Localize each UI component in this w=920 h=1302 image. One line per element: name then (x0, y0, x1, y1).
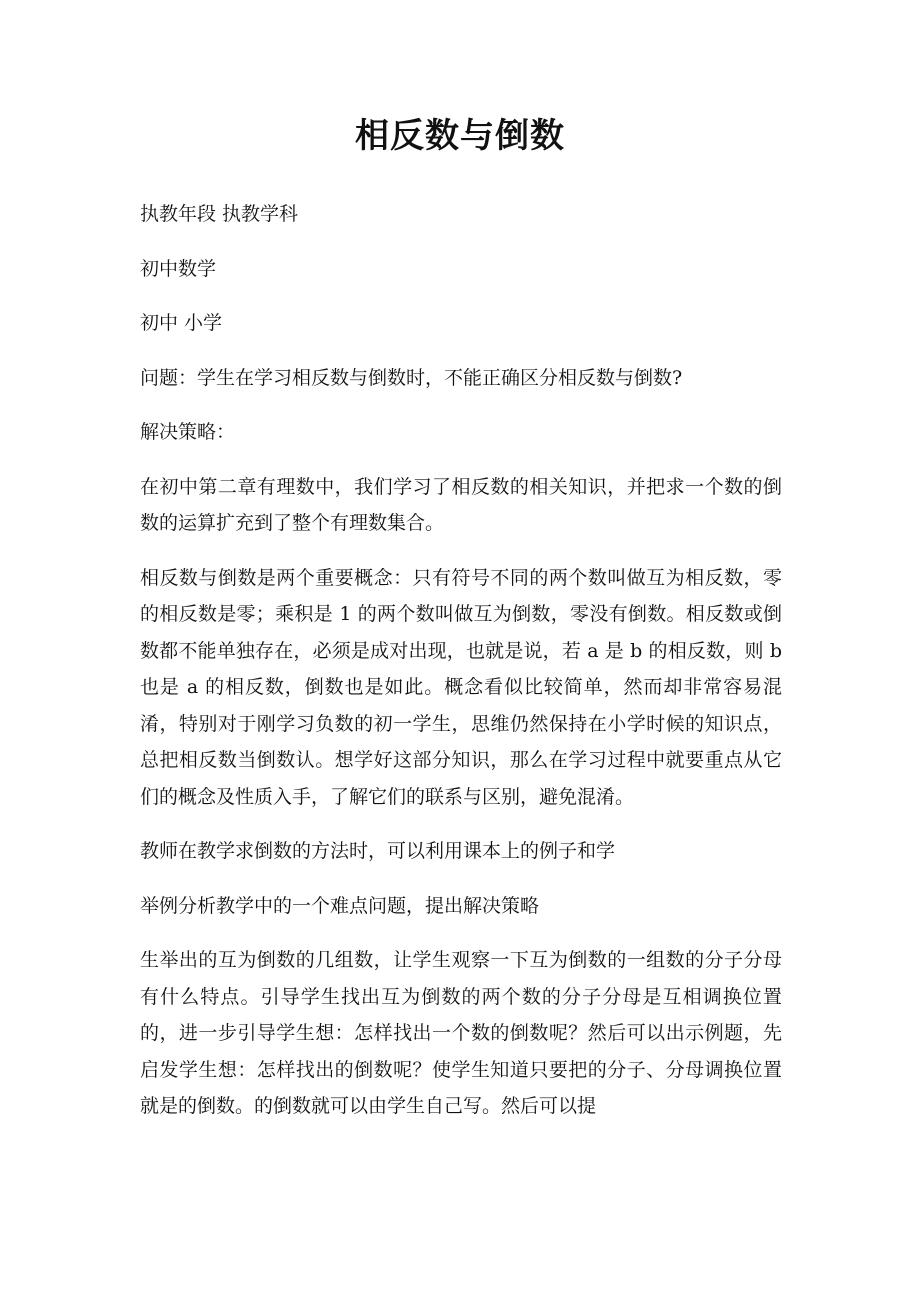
paragraph-intro: 在初中第二章有理数中，我们学习了相反数的相关知识，并把求一个数的倒数的运算扩充到了整个有理数集合。 (140, 475, 782, 534)
paragraph-question: 问题：学生在学习相反数与倒数时，不能正确区分相反数与倒数? (140, 366, 683, 389)
document-body (140, 196, 782, 1143)
paragraph-concepts: 相反数与倒数是两个重要概念：只有符号不同的两个数叫做互为相反数，零的相反数是零；乘积是 1 的两个数叫做互为倒数，零没有倒数。相反数或倒数都不能单独存在，必须是成对出现，也就是说，若 a 是 b 的相反数，则 b 也是 a 的相反数，倒数也是如此。概念看似比较简单，然而却非常容易混淆，特别对于刚学习负数的初一学生，思维仍然保持在小学时候的知识点，总把相反数当倒数认。想学好这部分知识，那么在学习过程中就要重点从它们的概念及性质入手，了解它们的联系与区别，避免混淆。 (140, 566, 782, 808)
paragraph-example-analysis: 举例分析教学中的一个难点问题，提出解决策略 (140, 894, 540, 917)
paragraph-strategy-heading: 解决策略： (140, 421, 236, 443)
paragraph-levels: 初中 小学 (140, 312, 223, 334)
page-title: 相反数与倒数 (355, 116, 565, 156)
paragraph-grade-subject: 执教年段 执教学科 (140, 203, 299, 225)
paragraph-subject: 初中数学 (140, 257, 217, 280)
paragraph-student-examples: 生举出的互为倒数的几组数，让学生观察一下互为倒数的一组数的分子分母有什么特点。引导学生找出互为倒数的两个数的分子分母是互相调换位置的，进一步引导学生想：怎样找出一个数的倒数呢？然后可以出示例题，先启发学生想：怎样找出的倒数呢？使学生知道只要把的分子、分母调换位置就是的倒数。的倒数就可以由学生自己写。然后可以提 (140, 949, 782, 1117)
paragraph-teaching-method: 教师在教学求倒数的方法时，可以利用课本上的例子和学 (140, 840, 616, 862)
